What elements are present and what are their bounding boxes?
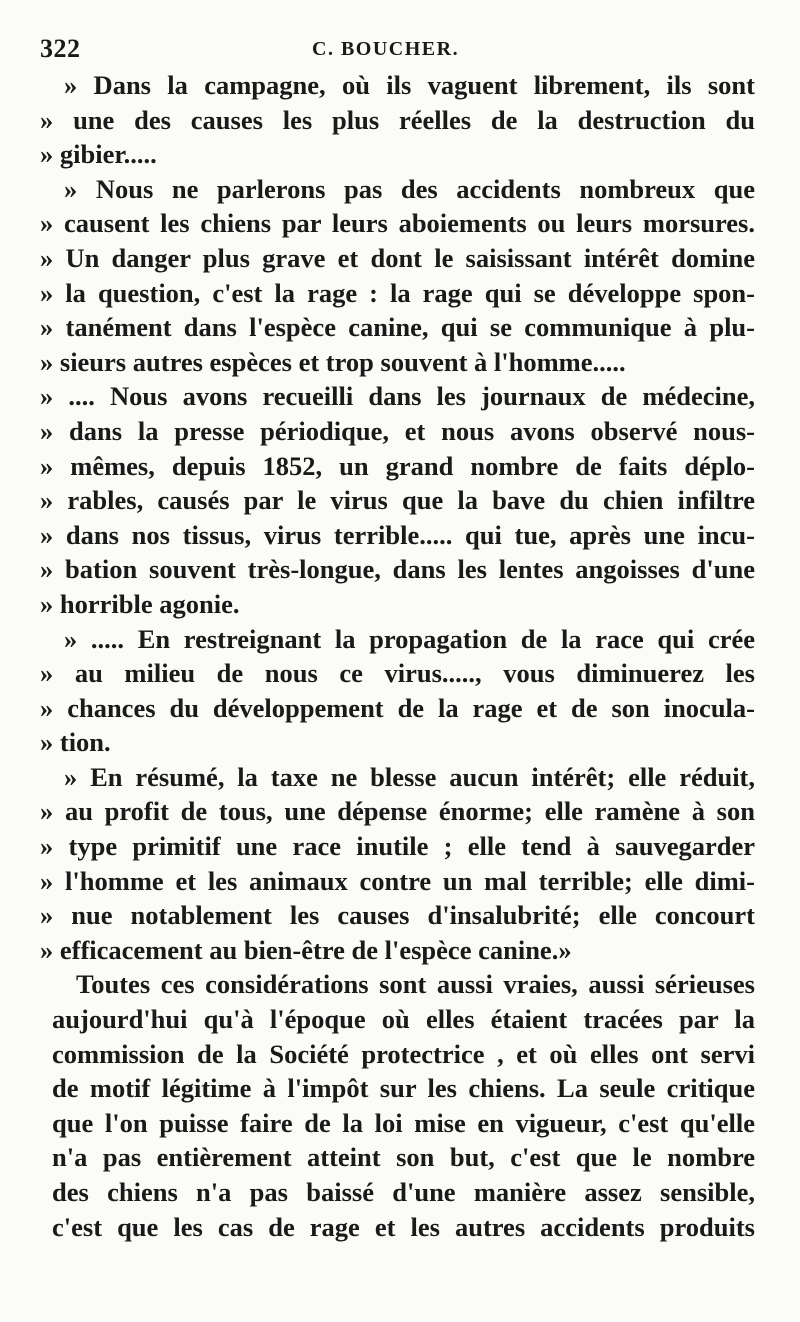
text-line: » horrible agonie. bbox=[40, 588, 240, 619]
text-line: » type primitif une race inutile ; elle tend à sauvegarder bbox=[40, 831, 755, 862]
text-line: » une des causes les plus réelles de la destruction du bbox=[40, 104, 755, 135]
text-line: que l'on puisse faire de la loi mise en vigueur, c'est qu'elle bbox=[52, 1107, 755, 1138]
body-text bbox=[40, 68, 755, 1244]
text-line: » l'homme et les animaux contre un mal terrible; elle dimi- bbox=[40, 865, 755, 896]
text-line: » dans nos tissus, virus terrible..... qui tue, après une incu- bbox=[40, 519, 755, 550]
text-line: » nue notablement les causes d'insalubrité; elle concourt bbox=[40, 900, 755, 931]
text-line: » rables, causés par le virus que la bave du chien infiltre bbox=[40, 485, 755, 516]
text-line: c'est que les cas de rage et les autres accidents produits bbox=[52, 1211, 755, 1242]
text-line: » ..... En restreignant la propagation de la race qui crée bbox=[64, 623, 755, 654]
text-line: » chances du développement de la rage et de son inocula- bbox=[40, 692, 755, 723]
page-number: 322 bbox=[40, 34, 81, 63]
text-line: commission de la Société protectrice , et où elles ont servi bbox=[52, 1038, 755, 1069]
text-line: » .... Nous avons recueilli dans les journaux de médecine, bbox=[40, 381, 755, 412]
text-line: » En résumé, la taxe ne blesse aucun intérêt; elle réduit, bbox=[64, 761, 755, 792]
text-line: » la question, c'est la rage : la rage qui se développe spon- bbox=[40, 277, 755, 308]
text-line: » Dans la campagne, où ils vaguent librement, ils sont bbox=[64, 70, 755, 100]
text-line: Toutes ces considérations sont aussi vraies, aussi sérieuses bbox=[76, 969, 755, 1000]
text-line: » tanément dans l'espèce canine, qui se communique à plu- bbox=[40, 312, 755, 343]
text-line: » causent les chiens par leurs aboiements ou leurs morsures. bbox=[40, 208, 755, 239]
text-line: » au milieu de nous ce virus....., vous diminuerez les bbox=[40, 658, 755, 689]
running-head: C. BOUCHER. bbox=[312, 38, 460, 60]
text-line: » efficacement au bien-être de l'espèce canine.» bbox=[40, 934, 572, 965]
text-line: » Nous ne parlerons pas des accidents nombreux que bbox=[64, 173, 755, 204]
text-line: » bation souvent très-longue, dans les lentes angoisses d'une bbox=[40, 554, 755, 585]
text-line: de motif légitime à l'impôt sur les chiens. La seule critique bbox=[52, 1073, 755, 1104]
text-line: » Un danger plus grave et dont le saisissant intérêt domine bbox=[40, 242, 755, 273]
text-line: des chiens n'a pas baissé d'une manière assez sensible, bbox=[52, 1177, 755, 1207]
text-line: » au profit de tous, une dépense énorme; elle ramène à son bbox=[40, 796, 755, 827]
text-line: » dans la presse périodique, et nous avons observé nous- bbox=[40, 415, 755, 446]
text-line: » gibier..... bbox=[40, 139, 157, 170]
text-line: » sieurs autres espèces et trop souvent à l'homme..... bbox=[40, 346, 626, 377]
text-line: aujourd'hui qu'à l'époque où elles étaient tracées par la bbox=[52, 1004, 755, 1035]
text-line: » mêmes, depuis 1852, un grand nombre de faits déplo- bbox=[40, 450, 755, 481]
text-line: n'a pas entièrement atteint son but, c'est que le nombre bbox=[52, 1142, 755, 1173]
text-line: » tion. bbox=[40, 727, 111, 758]
page-header bbox=[40, 34, 760, 64]
